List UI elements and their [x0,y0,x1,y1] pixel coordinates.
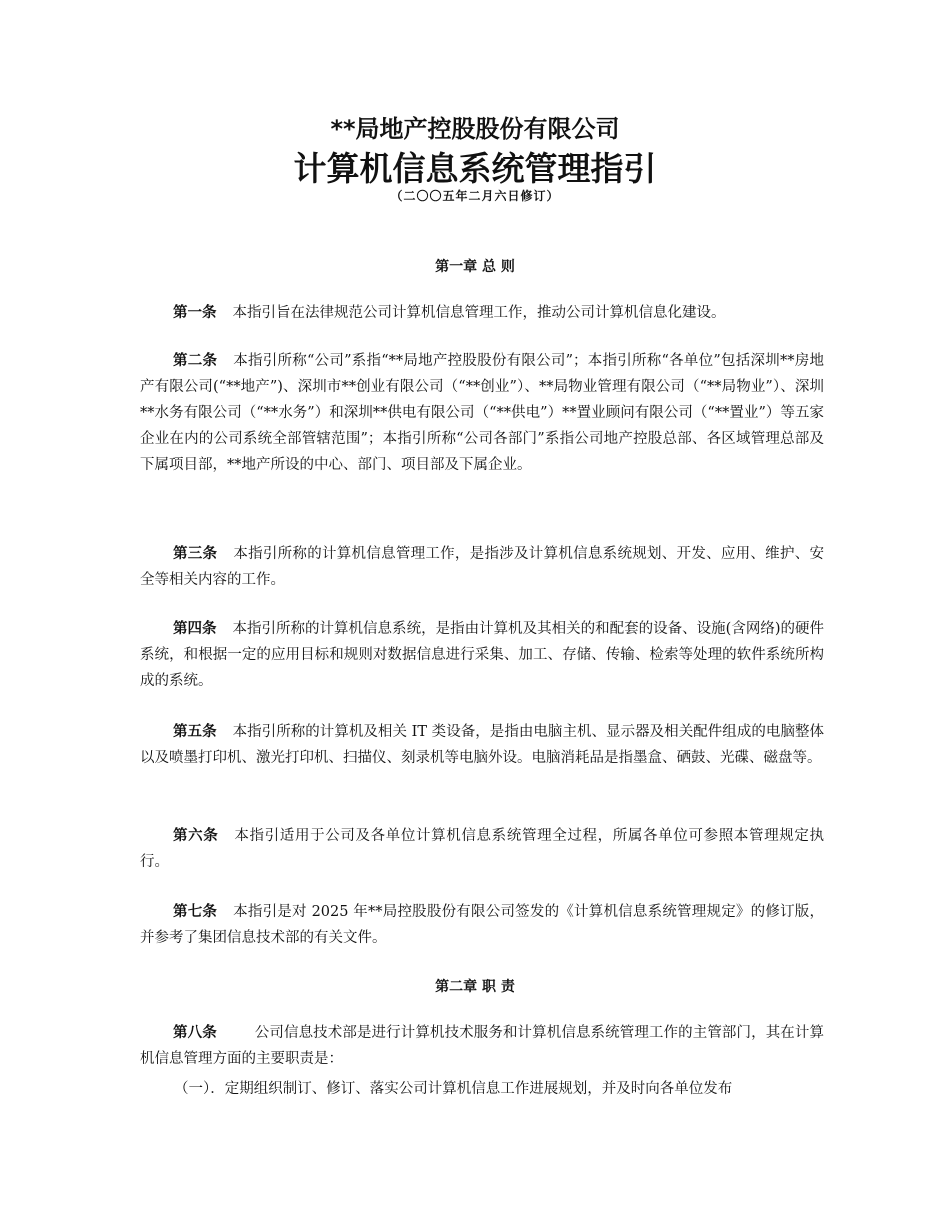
article-text: 本指引所称的计算机及相关 IT 类设备，是指由电脑主机、显示器及相关配件组成的电脑整体以及喷墨打印机、激光打印机、扫描仪、刻录机等电脑外设。电脑消耗品是指墨盒、硒鼓、光碟、磁盘等。 [140,724,825,766]
article-label: 第五条 [173,724,217,740]
chapter-heading: 第二章 职 责 [435,979,515,995]
list-item: （一）．定期组织制订、修订、落实公司计算机信息工作进展规划，并及时向各单位发布 [174,1081,733,1097]
article-paragraph [140,899,824,951]
article-text: 本指引是对 2025 年**局控股股份有限公司签发的《计算机信息系统管理规定》的修订版，并参考了集团信息技术部的有关文件。 [140,904,824,946]
article-paragraph [140,541,824,593]
article-text: 本指引适用于公司及各单位计算机信息系统管理全过程，所属各单位可参照本管理规定执行。 [140,828,825,870]
article-label: 第六条 [173,828,219,844]
article-paragraph [140,616,824,694]
document-title: 计算机信息系统管理指引 [293,149,657,188]
article-label: 第一条 [173,305,217,321]
chapter-heading: 第一章 总 则 [435,259,515,275]
article-paragraph [140,300,824,326]
article-paragraph [140,823,824,875]
article-label: 第三条 [173,546,218,562]
article-label: 第二条 [173,353,218,369]
article-paragraph [140,1020,824,1072]
article-text: 本指引旨在法律规范公司计算机信息管理工作，推动公司计算机信息化建设。 [232,305,726,321]
article-label: 第八条 [173,1025,217,1041]
article-text: 本指引所称“公司”系指“**局地产控股股份有限公司”；本指引所称“各单位”包括深圳**房地产有限公司(“**地产”)、深圳市**创业有限公司（“**创业”）、**局物业管理有限公司（“**局物业”）、深圳**水务有限公司（“**水务”）和深圳**供电有限公司（“**供电”）**置业顾问有限公司（“**置业”）等五家企业在内的公司系统全部管辖范围”；本指引所称“公司各部门”系指公司地产控股总部、各区域管理总部及下属项目部，**地产所设的中心、部门、项目部及下属企业。 [140,353,824,473]
article-text: 本指引所称的计算机信息管理工作，是指涉及计算机信息系统规划、开发、应用、维护、安全等相关内容的工作。 [140,546,825,588]
company-name: **局地产控股股份有限公司 [330,115,620,143]
article-text: 公司信息技术部是进行计算机技术服务和计算机信息系统管理工作的主管部门，其在计算机信息管理方面的主要职责是： [140,1025,825,1067]
article-paragraph [140,719,824,771]
article-paragraph [140,348,824,478]
article-text: 本指引所称的计算机信息系统，是指由计算机及其相关的和配套的设备、设施(含网络)的硬件系统，和根据一定的应用目标和规则对数据信息进行采集、加工、存储、传输、检索等处理的软件系统所构成的系统。 [140,621,825,689]
article-label: 第七条 [173,904,218,920]
revision-date: （二〇〇五年二月六日修订） [390,189,560,203]
article-label: 第四条 [173,621,217,637]
